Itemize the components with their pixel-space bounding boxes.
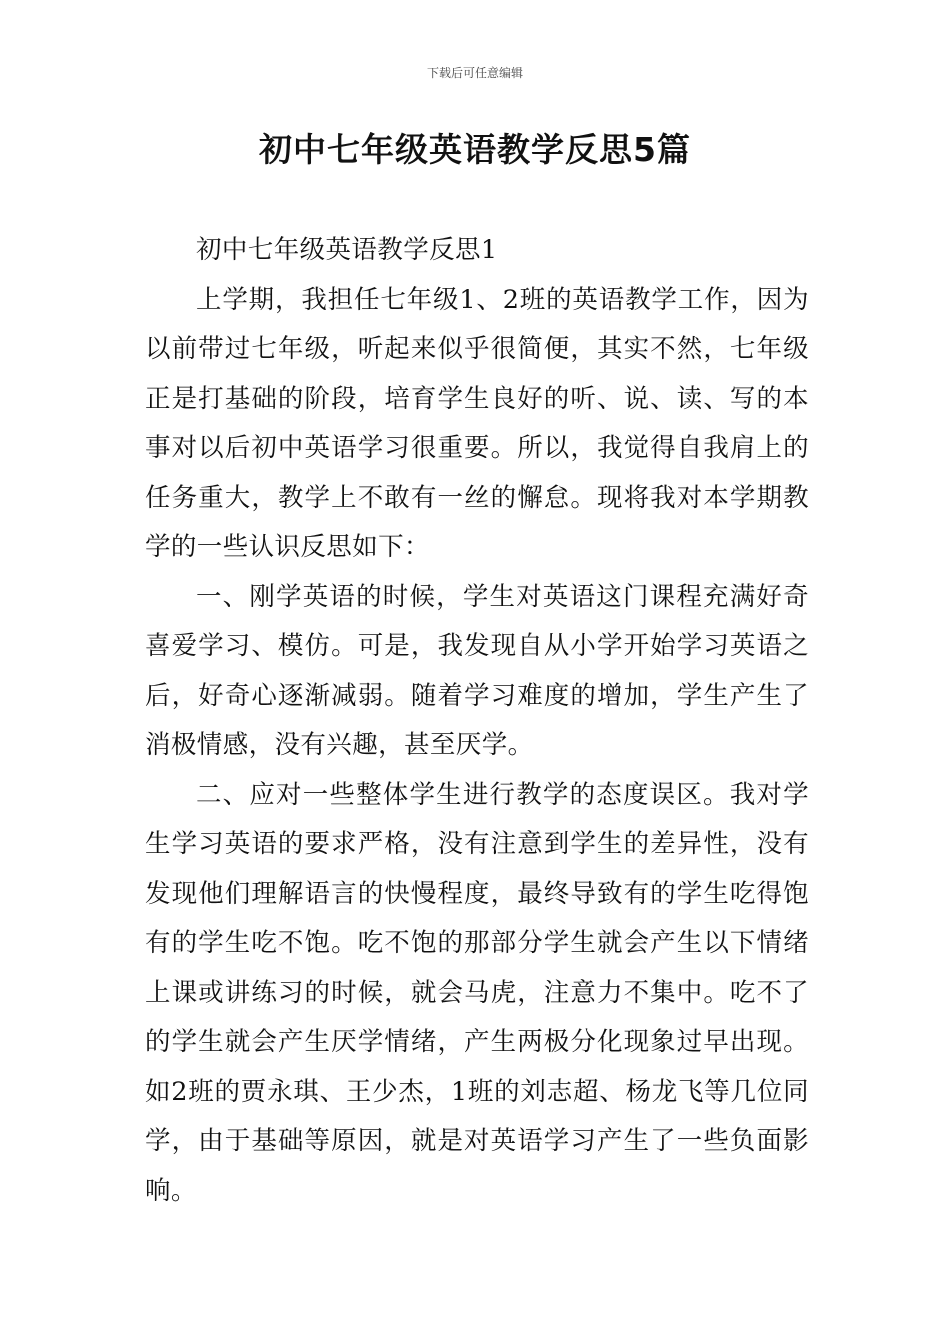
paragraph-intro: 上学期，我担任七年级1、2班的英语教学工作，因为以前带过七年级，听起来似乎很简便，其实不然，七年级正是打基础的阶段，培育学生良好的听、说、读、写的本事对以后初中英语学习很重要。所以，我觉得自我肩上的任务重大，教学上不敢有一丝的懈怠。现将我对本学期教学的一些认识反思如下： — [145, 284, 809, 562]
document-title: 初中七年级英语教学反思5篇 — [259, 130, 691, 169]
section-heading: 初中七年级英语教学反思1 — [196, 235, 498, 265]
document-body — [145, 226, 809, 1216]
paragraph-point-two: 二、应对一些整体学生进行教学的态度误区。我对学生学习英语的要求严格，没有注意到学生的差异性，没有发现他们理解语言的快慢程度，最终导致有的学生吃得饱有的学生吃不饱。吃不饱的那部分学生就会产生以下情绪上课或讲练习的时候，就会马虎，注意力不集中。吃不了的学生就会产生厌学情绪，产生两极分化现象过早出现。如2班的贾永琪、王少杰，1班的刘志超、杨龙飞等几位同学，由于基础等原因，就是对英语学习产生了一些负面影响。 — [145, 779, 809, 1206]
header-note: 下载后可任意编辑 — [426, 66, 523, 80]
paragraph-point-one: 一、刚学英语的时候，学生对英语这门课程充满好奇喜爱学习、模仿。可是，我发现自从小学开始学习英语之后，好奇心逐渐减弱。随着学习难度的增加，学生产生了消极情感，没有兴趣，甚至厌学。 — [145, 581, 809, 760]
